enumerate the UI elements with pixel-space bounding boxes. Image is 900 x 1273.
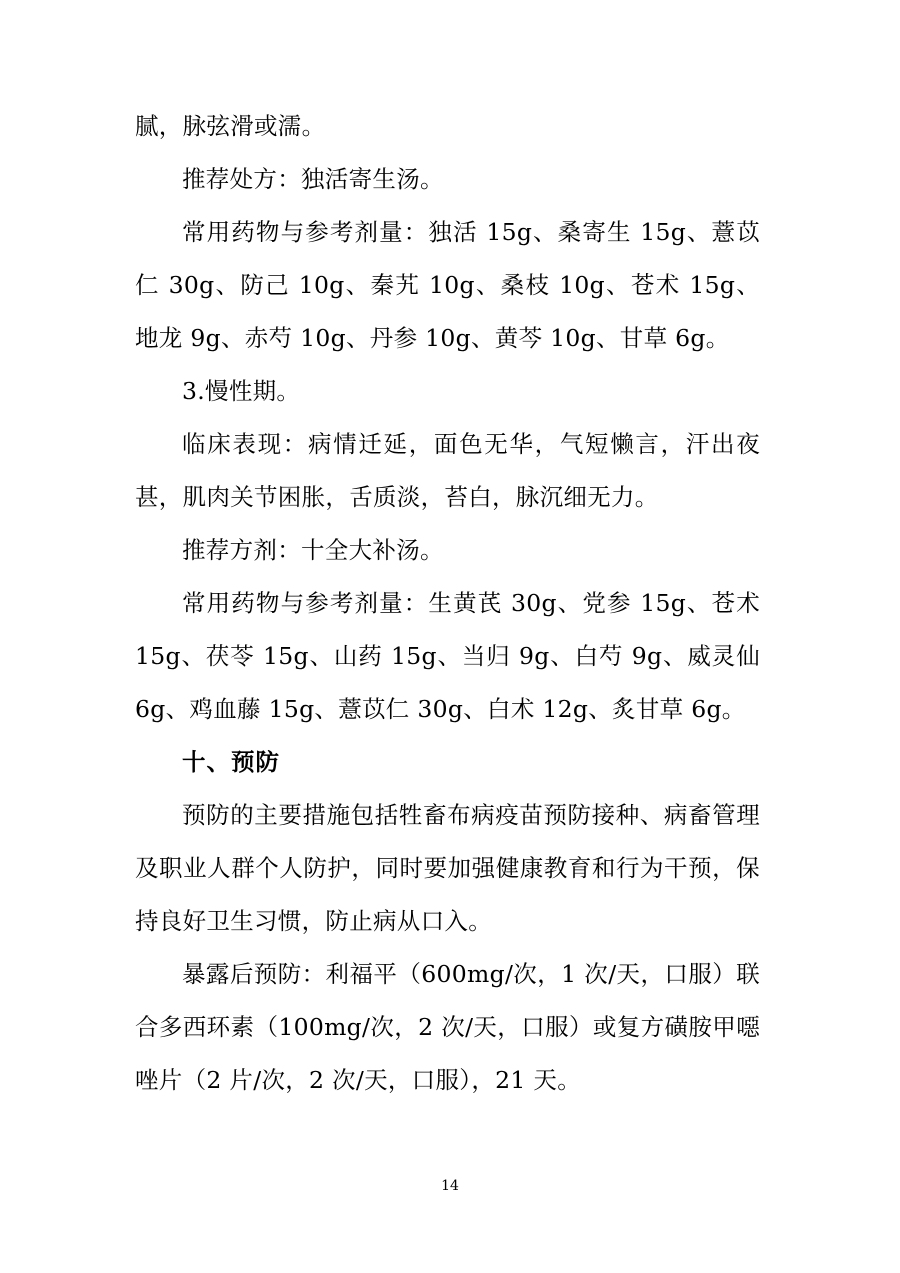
paragraph-recommended-formula: 推荐方剂：十全大补汤。 [182,536,444,564]
page-number: 14 [441,1178,459,1194]
paragraph-prevention-measures: 预防的主要措施包括牲畜布病疫苗预防接种、病畜管理及职业人群个人防护，同时要加强健康教育和行为干预，保持良好卫生习惯，防止病从口入。 [135,801,760,935]
paragraph-common-drugs-dosage-1: 常用药物与参考剂量：独活 15g、桑寄生 15g、薏苡仁 30g、防己 10g、秦艽 10g、桑枝 10g、苍术 15g、地龙 9g、赤芍 10g、丹参 10g、黄芩 10g、甘草 6g。 [135,218,760,352]
paragraph-chronic-stage-title: 3.慢性期。 [182,377,301,405]
section-heading-prevention: 十、预防 [182,748,280,776]
paragraph-continuation: 腻，脉弦滑或濡。 [135,112,326,140]
paragraph-post-exposure-prophylaxis: 暴露后预防：利福平（600mg/次，1 次/天，口服）联合多西环素（100mg/次，2 次/天，口服）或复方磺胺甲噁唑片（2 片/次，2 次/天，口服），21 天。 [135,960,760,1094]
paragraph-common-drugs-dosage-2: 常用药物与参考剂量：生黄芪 30g、党参 15g、苍术 15g、茯苓 15g、山药 15g、当归 9g、白芍 9g、威灵仙 6g、鸡血藤 15g、薏苡仁 30g、白术 12g、炙甘草 6g。 [135,589,760,723]
paragraph-recommended-prescription: 推荐处方：独活寄生汤。 [182,165,444,193]
document-body [135,100,760,1107]
paragraph-clinical-manifestation: 临床表现：病情迁延，面色无华，气短懒言，汗出夜甚，肌肉关节困胀，舌质淡，苔白，脉沉细无力。 [135,430,760,511]
